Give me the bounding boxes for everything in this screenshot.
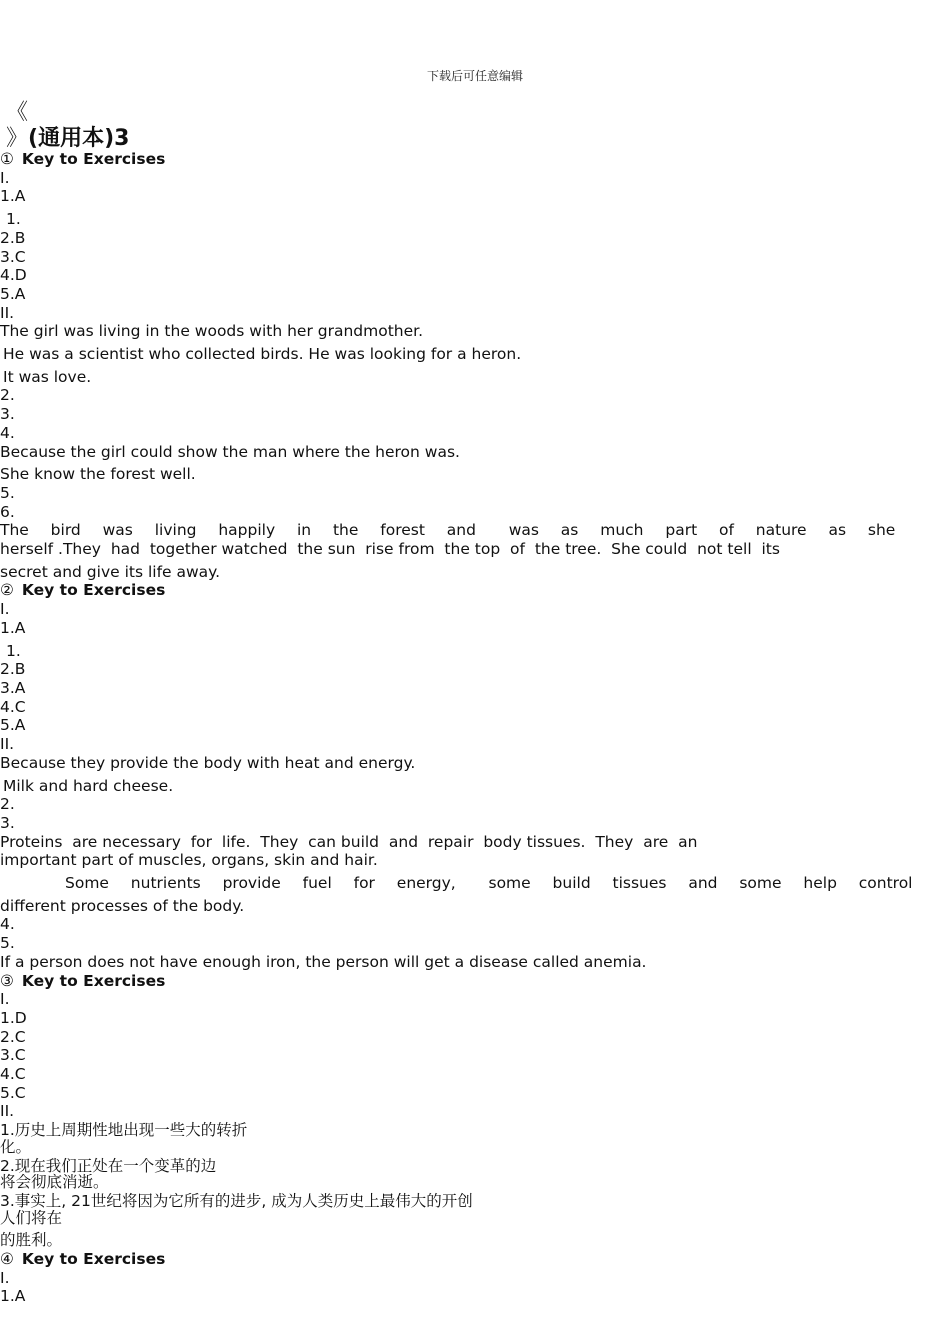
s1-sentence-3: It was love. xyxy=(3,367,92,386)
s1-answer-1b: 1. xyxy=(6,210,21,229)
s3-answer-5: 5.C xyxy=(0,1083,26,1102)
s1-sentence-1: The girl was living in the woods with her grandmother. xyxy=(0,322,424,341)
section-2-number: ② xyxy=(0,581,14,600)
s1-answer-4: 4.D xyxy=(0,266,27,285)
section-2-heading xyxy=(0,581,940,600)
title-main: (通用本)3 xyxy=(28,126,130,151)
s2-answer-2: 2.B xyxy=(0,660,26,679)
s3-answer-1: 1.D xyxy=(0,1008,27,1027)
s1-part1-label: I. xyxy=(0,168,10,187)
section-3-heading xyxy=(0,972,940,991)
s1-sentence-2: He was a scientist who collected birds. He was looking for a heron. xyxy=(3,345,522,364)
s2-number-3: 3. xyxy=(0,813,15,832)
s2-part2-label: II. xyxy=(0,735,15,754)
s1-sentence-6c: secret and give its life away. xyxy=(0,562,221,581)
s2-sentence-3b: important part of muscles, organs, skin and hair. xyxy=(0,851,378,870)
s1-sentence-5: She know the forest well. xyxy=(0,465,196,484)
section-4-heading xyxy=(0,1250,940,1269)
s3-translation-3c: 的胜利。 xyxy=(0,1231,63,1250)
section-3-title: Key to Exercises xyxy=(21,971,166,990)
s3-translation-3a: 3.事实上, 21世纪将因为它所有的进步, 成为人类历史上最伟大的开创 xyxy=(0,1191,473,1210)
s3-answer-4: 4.C xyxy=(0,1065,26,1084)
s3-translation-1b: 化。 xyxy=(0,1137,32,1156)
s4-answer-1: 1.A xyxy=(0,1287,26,1306)
s2-number-4: 4. xyxy=(0,915,15,934)
s2-answer-3: 3.A xyxy=(0,678,26,697)
s1-sentence-6a: The bird was living happily in the forest and was as much part of nature as she xyxy=(0,521,896,540)
section-4-title: Key to Exercises xyxy=(21,1250,166,1269)
s1-number-2: 2. xyxy=(0,386,15,405)
s1-answer-3: 3.C xyxy=(0,247,26,266)
s2-sentence-1: Because they provide the body with heat and energy. xyxy=(0,753,416,772)
s1-number-3: 3. xyxy=(0,405,15,424)
s2-part1-label: I. xyxy=(0,600,10,619)
s2-answer-5: 5.A xyxy=(0,716,26,735)
s1-sentence-4: Because the girl could show the man where the heron was. xyxy=(0,442,460,461)
s2-number-2: 2. xyxy=(0,795,15,814)
section-1-heading xyxy=(0,150,940,169)
s4-part1-label: I. xyxy=(0,1268,10,1287)
s2-sentence-5: If a person does not have enough iron, the person will get a disease called anemia. xyxy=(0,952,647,971)
s3-translation-2a: 2.现在我们正处在一个变革的边 xyxy=(0,1156,217,1175)
section-1-number: ① xyxy=(0,150,14,168)
s1-number-5: 5. xyxy=(0,483,15,502)
document-body xyxy=(0,150,940,1306)
header-note: 下载后可任意编辑 xyxy=(426,69,523,83)
s1-answer-5: 5.A xyxy=(0,284,26,303)
section-4-number: ④ xyxy=(0,1250,14,1269)
section-2-title: Key to Exercises xyxy=(21,581,166,600)
title-line-1: 《 xyxy=(6,100,29,125)
s2-answer-1b: 1. xyxy=(6,641,21,660)
title-bracket: 》 xyxy=(6,126,29,151)
section-3-number: ③ xyxy=(0,971,14,990)
s1-answer-2: 2.B xyxy=(0,228,26,247)
s1-part2-label: II. xyxy=(0,303,15,322)
s2-sentence-4a: Some nutrients provide fuel for energy, some build tissues and some help control xyxy=(65,874,913,893)
s2-answer-1: 1.A xyxy=(0,618,26,637)
s3-part2-label: II. xyxy=(0,1102,15,1121)
s3-part1-label: I. xyxy=(0,990,10,1009)
s3-translation-3b: 人们将在 xyxy=(0,1208,63,1227)
s3-answer-3: 3.C xyxy=(0,1046,26,1065)
s3-translation-2b: 将会彻底消逝。 xyxy=(0,1173,109,1192)
s1-answer-1: 1.A xyxy=(0,187,26,206)
s1-number-4: 4. xyxy=(0,423,15,442)
s2-number-5: 5. xyxy=(0,934,15,953)
title-line-2 xyxy=(6,126,129,152)
s1-number-6: 6. xyxy=(0,502,15,521)
section-1-title: Key to Exercises xyxy=(21,150,166,168)
s3-answer-2: 2.C xyxy=(0,1027,26,1046)
s1-sentence-6b: herself .They had together watched the sun rise from the top of the tree. She could not tell its xyxy=(0,540,780,559)
s2-sentence-3a: Proteins are necessary for life. They can build and repair body tissues. They are an xyxy=(0,832,698,851)
s2-sentence-4b: different processes of the body. xyxy=(0,896,245,915)
s3-translation-1a: 1.历史上周期性地出现一些大的转折 xyxy=(0,1121,248,1140)
s2-sentence-2: Milk and hard cheese. xyxy=(3,776,174,795)
document-title xyxy=(6,100,129,152)
s2-answer-4: 4.C xyxy=(0,697,26,716)
